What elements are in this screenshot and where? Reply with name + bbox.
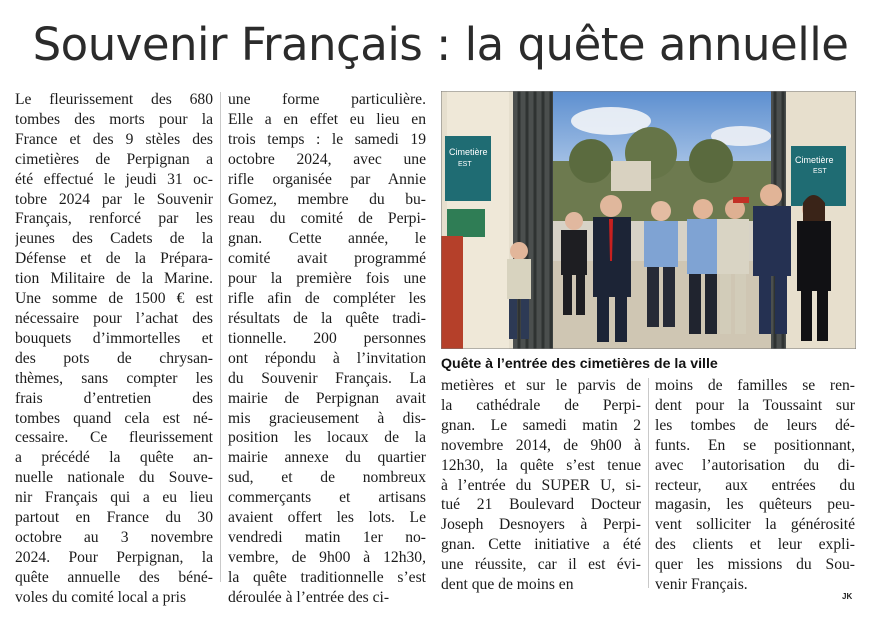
text-line: quête annuelle des béné-	[15, 568, 213, 586]
column-divider	[648, 378, 649, 588]
svg-text:EST: EST	[813, 168, 827, 175]
text-line: gnan. Le samedi matin 2	[441, 416, 641, 434]
text-line: cimetières de Perpignan a	[15, 150, 213, 168]
text-line: Le fleurissement des 680	[15, 91, 213, 108]
text-line: funts. En se positionnant,	[655, 436, 855, 454]
text-line: commerçants et artisans	[228, 489, 426, 507]
text-line: une réussite, car il est évi-	[441, 556, 641, 574]
text-line: mairie de Perpignan avait	[228, 389, 426, 407]
text-line: Joseph Desnoyers à Perpi-	[441, 516, 641, 534]
text-line: magasin, les quêteurs peu-	[655, 496, 855, 514]
text-line: les tombes de leurs dé-	[655, 416, 855, 434]
text-line: tobre 2024 par le Souvenir	[15, 190, 213, 208]
text-line: ont répondu à l’invitation	[228, 349, 426, 367]
article-column-1	[15, 90, 213, 608]
text-line: gnan. Cette année, le	[228, 230, 426, 248]
text-line: vendredi matin 1er no-	[228, 528, 426, 546]
article-column-3	[441, 376, 641, 595]
text-line: résultats de la quête tradi-	[228, 309, 426, 327]
text-line: nuelle nationale du Souve-	[15, 469, 213, 487]
text-line: Elle a en effet eu lieu en	[228, 110, 426, 128]
column-divider	[220, 92, 221, 582]
text-line: comité avait programmé	[228, 250, 426, 268]
article-column-2	[228, 90, 426, 608]
text-line: une forme particulière.	[228, 91, 426, 108]
text-line: moins de familles se ren-	[655, 377, 855, 394]
text-line: recteur, aux entrées du	[655, 476, 855, 494]
text-line: position les locaux de la	[228, 429, 426, 447]
text-line: sud, et de nombreux	[228, 469, 426, 487]
text-line: quer les missions du Sou-	[655, 556, 855, 574]
text-line: avaient offert les lots. Le	[228, 509, 426, 527]
text-line: nir Français qui a eu lieu	[15, 489, 213, 507]
text-line: déroulée à l’entrée des ci-	[228, 588, 390, 606]
text-line: tionnelle. 200 personnes	[228, 329, 426, 347]
text-line: Français, renforcé par les	[15, 210, 213, 228]
text-line: thèmes, sans compter les	[15, 369, 213, 387]
photo-illustration	[441, 91, 856, 349]
text-line: France et des 9 stèles des	[15, 130, 213, 148]
text-line: des pots de chrysan-	[15, 349, 213, 367]
text-line: été effectué le jeudi 31 oc-	[15, 170, 213, 188]
article-photo	[441, 91, 856, 349]
photo-caption: Quête à l’entrée des cimetières de la ville	[441, 356, 718, 372]
text-line: tué 21 Boulevard Docteur	[441, 496, 641, 514]
text-line: nécessaire pour l’achat des	[15, 309, 213, 327]
author-signature: JK	[842, 592, 853, 601]
text-line: reau du comité de Perpi-	[228, 210, 426, 228]
text-line: bouquets d’immortelles et	[15, 329, 213, 347]
text-line: metières et sur le parvis de	[441, 377, 641, 394]
text-line: mairie annexe du quartier	[228, 449, 426, 467]
text-line: frais d’entretien des	[15, 389, 213, 407]
headline: Souvenir Français : la quête annuelle	[32, 18, 849, 71]
text-line: à l’entrée du SUPER U, si-	[441, 476, 641, 494]
svg-text:EST: EST	[458, 161, 472, 168]
text-line: 2024. Pour Perpignan, la	[15, 548, 213, 566]
text-line: la quête traditionnelle s’est	[228, 568, 426, 586]
text-line: avec l’autorisation du di-	[655, 456, 855, 474]
text-line: rifle afin de compléter les	[228, 290, 426, 308]
text-line: a précédé la quête an-	[15, 449, 213, 467]
text-line: Gomez, membre du bu-	[228, 190, 426, 208]
text-line: gnan. Cette initiative a été	[441, 536, 641, 554]
text-line: mis gracieusement à dis-	[228, 409, 426, 427]
text-line: tion Militaire de la Marine.	[15, 270, 213, 288]
svg-text:Cimetière: Cimetière	[795, 155, 834, 165]
text-line: trois temps : le samedi 19	[228, 130, 426, 148]
text-line: des clients et leur expli-	[655, 536, 855, 554]
text-line: vembre, de 9h00 à 12h30,	[228, 548, 426, 566]
text-line: tombes quand cela est né-	[15, 409, 213, 427]
text-line: dent pour la Toussaint sur	[655, 396, 855, 414]
text-line: novembre 2014, de 9h00 à	[441, 436, 641, 454]
text-line: 12h30, la quête s’est tenue	[441, 456, 641, 474]
text-line: Défense et de la Prépara-	[15, 250, 213, 268]
text-line: venir Français.	[655, 576, 748, 594]
text-line: octobre au 3 novembre	[15, 528, 213, 546]
text-line: pour la première fois une	[228, 270, 426, 288]
text-line: rifle organisée par Annie	[228, 170, 426, 188]
text-line: Une somme de 1500 € est	[15, 290, 213, 308]
article-column-4	[655, 376, 855, 595]
cemetery-sign-left	[445, 136, 491, 201]
text-line: octobre 2024, avec une	[228, 150, 426, 168]
text-line: dent que de moins en	[441, 576, 574, 594]
text-line: partout en France du 30	[15, 509, 213, 527]
text-line: cessaire. Ce fleurissement	[15, 429, 213, 447]
text-line: du Souvenir Français. La	[228, 369, 426, 387]
text-line: tombes des morts pour la	[15, 110, 213, 128]
text-line: la cathédrale de Perpi-	[441, 396, 641, 414]
svg-text:Cimetière: Cimetière	[449, 147, 488, 157]
text-line: jeunes des Cadets de la	[15, 230, 213, 248]
text-line: vent solliciter la générosité	[655, 516, 855, 534]
text-line: voles du comité local a pris	[15, 588, 187, 606]
